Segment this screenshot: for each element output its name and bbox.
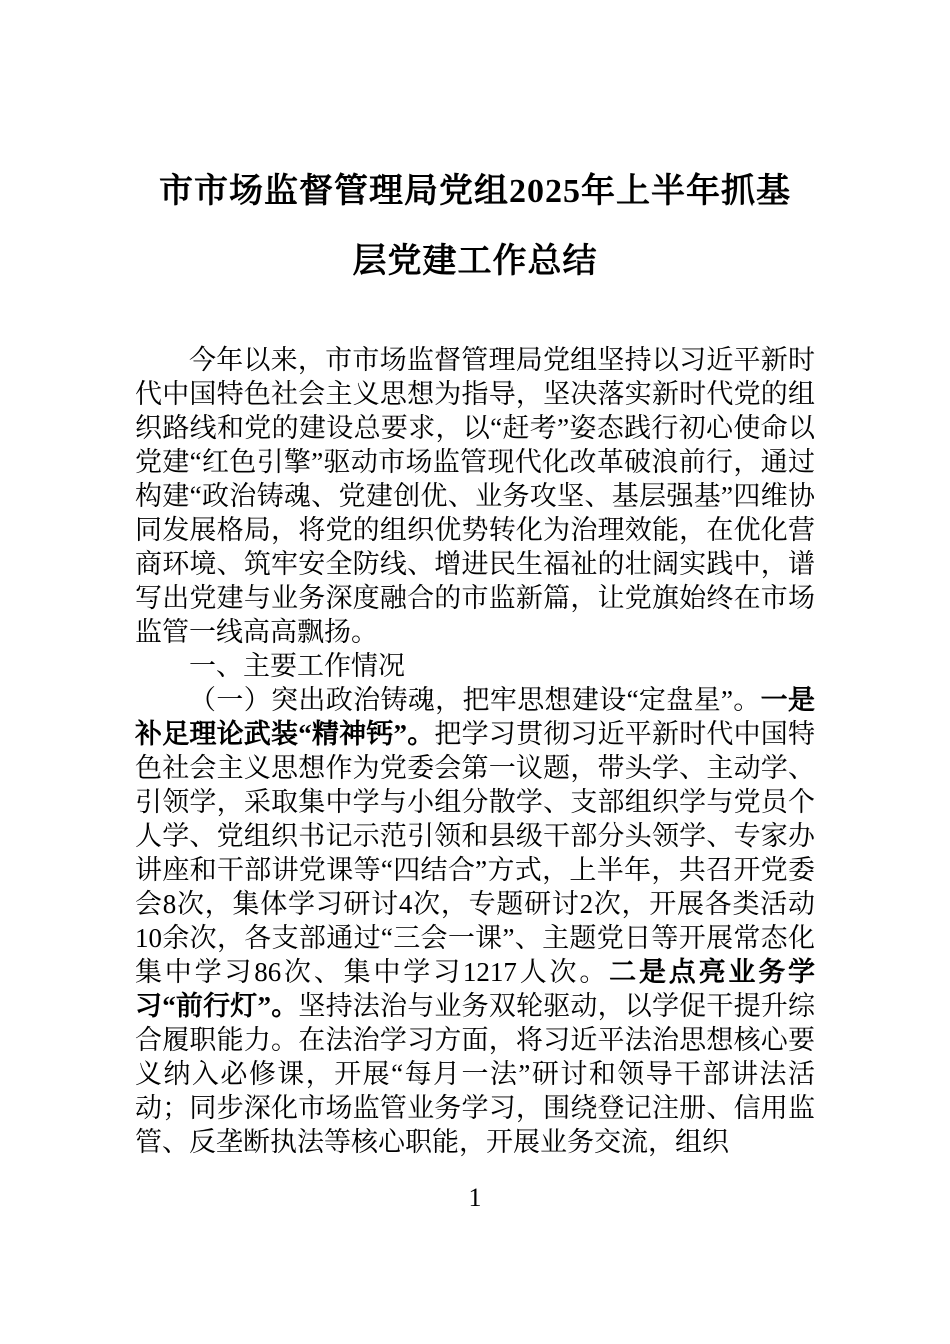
document-body	[135, 343, 815, 1159]
document-title-line-2: 层党建工作总结	[352, 243, 598, 280]
document-title	[0, 157, 950, 297]
document-title-line-1: 市市场监督管理局党组2025年上半年抓基	[159, 173, 791, 210]
bold-text-run: 一是补足理论武装“精神钙”。	[135, 685, 816, 749]
text-run: 一、主要工作情况	[189, 651, 405, 681]
bold-text-run: 二是点亮业务学习“前行灯”。	[135, 957, 816, 1021]
page-number: 1	[468, 1183, 482, 1212]
paragraph	[135, 649, 815, 683]
text-run: 今年以来，市市场监督管理局党组坚持以习近平新时代中国特色社会主义思想为指导，坚决落实新时代党的组织路线和党的建设总要求，以“赶考”姿态践行初心使命以党建“红色引擎”驱动市场监管现代化改革破浪前行，通过构建“政治铸魂、党建创优、业务攻坚、基层强基”四维协同发展格局，将党的组织优势转化为治理效能，在优化营商环境、筑牢安全防线、增进民生福祉的壮阔实践中，谱写出党建与业务深度融合的市监新篇，让党旗始终在市场监管一线高高飘扬。	[135, 345, 815, 647]
text-run: （一）突出政治铸魂，把牢思想建设“定盘星”。	[189, 685, 761, 715]
text-run: 把学习贯彻习近平新时代中国特色社会主义思想作为党委会第一议题，带头学、主动学、引领学，采取集中学与小组分散学、支部组织学与党员个人学、党组织书记示范引领和县级干部分头领学、专家办讲座和干部讲党课等“四结合”方式，上半年，共召开党委会8次，集体学习研讨4次，专题研讨2次，开展各类活动10余次，各支部通过“三会一课”、主题党日等开展常态化集中学习86次、集中学习1217人次。	[135, 719, 816, 987]
text-run: 坚持法治与业务双轮驱动，以学促干提升综合履职能力。在法治学习方面，将习近平法治思想核心要义纳入必修课，开展“每月一法”研讨和领导干部讲法活动；同步深化市场监管业务学习，围绕登记注册、信用监管、反垄断执法等核心职能，开展业务交流，组织	[135, 991, 816, 1157]
paragraph	[135, 343, 815, 649]
paragraph	[135, 683, 815, 1159]
